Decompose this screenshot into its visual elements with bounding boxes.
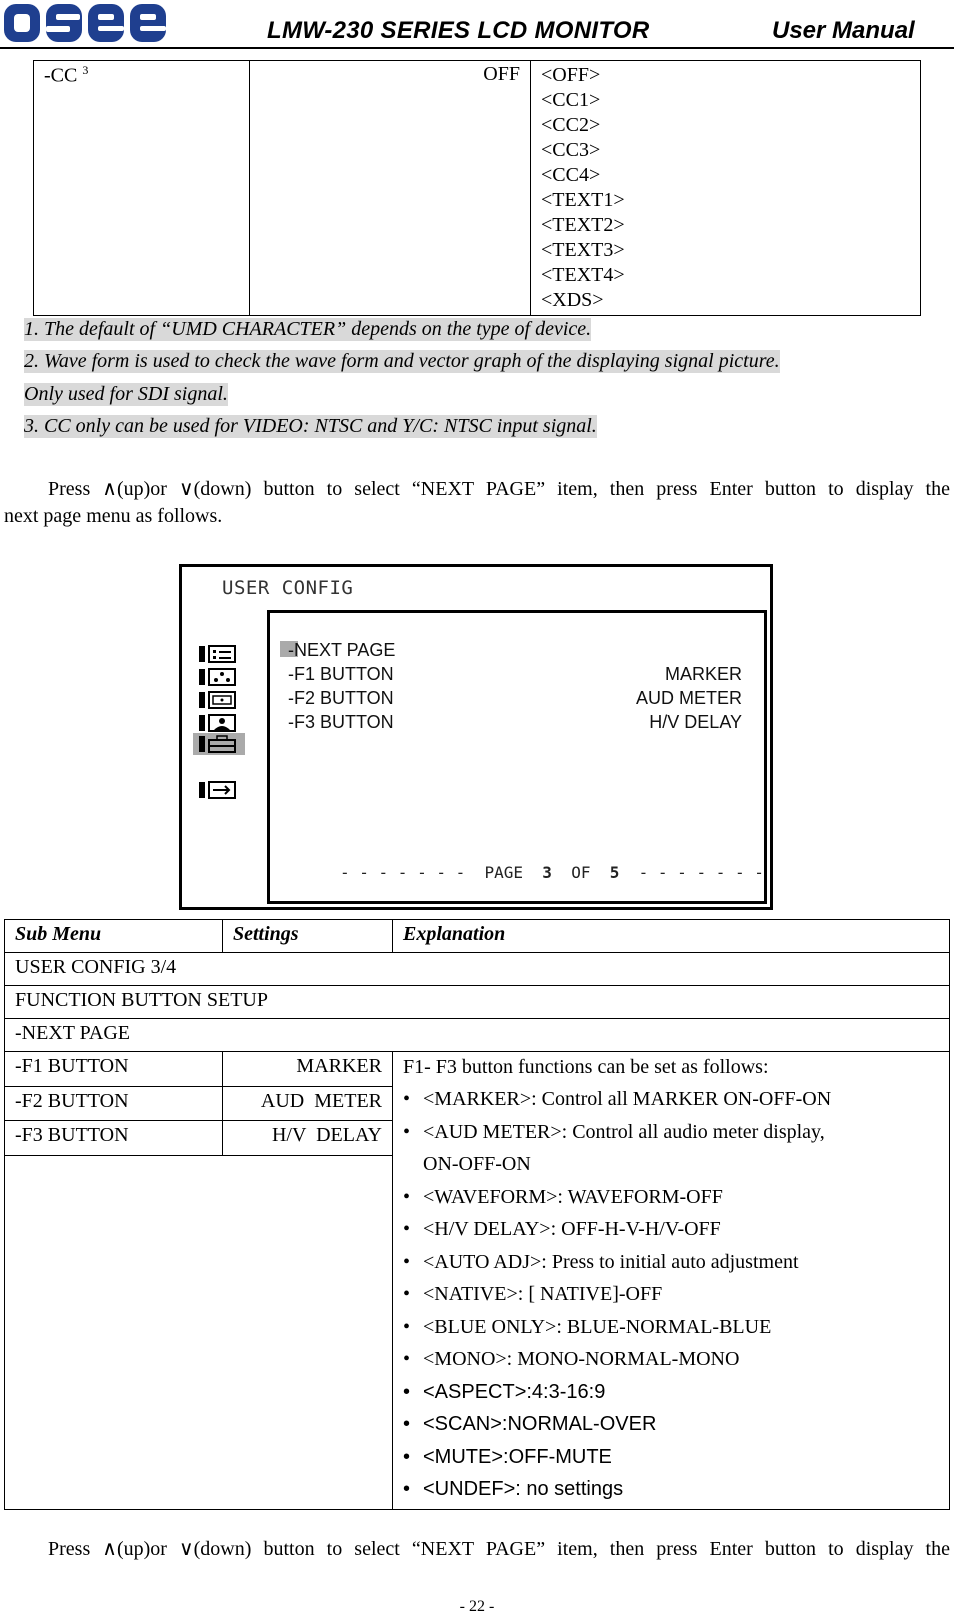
header-sub-menu: Sub Menu <box>5 920 223 953</box>
table-row <box>5 1052 950 1087</box>
row-sub-menu: -F3 BUTTON <box>5 1121 223 1156</box>
note-1: 1. The default of “UMD CHARACTER” depends on the type of device. <box>24 318 592 340</box>
header-divider <box>0 47 954 49</box>
header-explanation: Explanation <box>393 920 950 953</box>
page-number: - 22 - <box>459 1598 495 1615</box>
row-setting: MARKER <box>223 1052 393 1087</box>
document-title: LMW-230 SERIES LCD MONITOR <box>267 17 650 44</box>
instruction-paragraph-2: Press ∧(up)or ∨(down) button to select “NEXT PAGE” item, then press Enter button to display the <box>48 1538 950 1560</box>
row-sub-menu: -F1 BUTTON <box>5 1052 223 1087</box>
header-settings: Settings <box>223 920 393 953</box>
menu-value-f2: AUD METER <box>635 688 742 708</box>
group-title: FUNCTION BUTTON SETUP <box>5 986 950 1019</box>
cc-option: <CC2> <box>541 114 601 136</box>
marker-icon <box>199 691 239 709</box>
menu-item-f3[interactable]: -F3 BUTTON <box>288 712 394 732</box>
osee-logo <box>2 2 177 44</box>
row-setting: H/V DELAY <box>223 1121 393 1156</box>
cc-option: <TEXT2> <box>541 214 625 236</box>
color-icon <box>199 668 239 686</box>
cc-setting: OFF <box>250 61 531 316</box>
toolbox-icon[interactable] <box>199 735 239 753</box>
list-item: • <NATIVE>: [ NATIVE]-OFF <box>403 1278 939 1311</box>
function-list <box>403 1083 939 1506</box>
image-icon <box>199 714 239 732</box>
instruction-paragraph: Press ∧(up)or ∨(down) button to select “NEXT PAGE” item, then press Enter button to display the <box>48 478 950 500</box>
cc-table <box>33 60 921 316</box>
list-item: • <WAVEFORM>: WAVEFORM-OFF <box>403 1181 939 1214</box>
list-item: • <MARKER>: Control all MARKER ON-OFF-ON <box>403 1083 939 1116</box>
next-page-row: -NEXT PAGE <box>5 1019 950 1052</box>
menu-panel <box>267 610 767 904</box>
settings-table <box>4 919 950 1510</box>
section-title: USER CONFIG 3/4 <box>5 953 950 986</box>
empty-cell <box>5 1155 393 1509</box>
note-3: 3. CC only can be used for VIDEO: NTSC and Y/C: NTSC input signal. <box>24 415 597 437</box>
menu-item-next-page[interactable]: -NEXT PAGE <box>288 640 396 660</box>
cc-option: <XDS> <box>541 289 604 311</box>
menu-value-f1: MARKER <box>664 664 742 684</box>
list-item: • <MUTE>:OFF-MUTE <box>403 1441 939 1474</box>
cc-option: <TEXT3> <box>541 239 625 261</box>
row-sub-menu: -F2 BUTTON <box>5 1086 223 1121</box>
cc-sub-menu: -CC $^3$ <box>34 61 250 316</box>
menu-screenshot <box>179 564 773 910</box>
note-2: 2. Wave form is used to check the wave form and vector graph of the displaying signal picture. <box>24 350 780 372</box>
row-setting: AUD METER <box>223 1086 393 1121</box>
page-indicator: - - - - - - - PAGE 3 OF 5 - - - - - - - <box>340 863 764 882</box>
cc-options <box>531 61 921 316</box>
list-icon <box>199 645 239 663</box>
cc-option: <CC3> <box>541 139 601 161</box>
list-item: • <AUD METER>: Control all audio meter display, ON-OFF-ON <box>403 1116 939 1181</box>
list-item: • <ASPECT>:4:3-16:9 <box>403 1376 939 1409</box>
note-2-cont: Only used for SDI signal. <box>24 383 228 405</box>
list-item: • <H/V DELAY>: OFF-H-V-H/V-OFF <box>403 1213 939 1246</box>
instruction-paragraph-end: next page menu as follows. <box>4 505 223 527</box>
list-item: • <AUTO ADJ>: Press to initial auto adjustment <box>403 1246 939 1279</box>
table-header-row <box>5 920 950 953</box>
list-item: • <MONO>: MONO-NORMAL-MONO <box>403 1343 939 1376</box>
menu-item-f1[interactable]: -F1 BUTTON <box>288 664 394 684</box>
cc-option: <CC1> <box>541 89 601 111</box>
explanation-intro: F1- F3 button functions can be set as follows: <box>403 1056 769 1078</box>
list-item: • <SCAN>:NORMAL-OVER <box>403 1408 939 1441</box>
list-item: • <BLUE ONLY>: BLUE-NORMAL-BLUE <box>403 1311 939 1344</box>
explanation-cell <box>393 1052 950 1510</box>
cc-option: <TEXT4> <box>541 264 625 286</box>
manual-label: User Manual <box>772 17 915 44</box>
list-item: • <UNDEF>: no settings <box>403 1473 939 1506</box>
menu-value-f3: H/V DELAY <box>649 712 742 732</box>
exit-icon <box>199 781 239 799</box>
cc-option: <OFF> <box>541 64 601 86</box>
menu-item-f2[interactable]: -F2 BUTTON <box>288 688 394 708</box>
cc-option: <CC4> <box>541 164 601 186</box>
cc-option: <TEXT1> <box>541 189 625 211</box>
menu-title: USER CONFIG <box>222 577 354 599</box>
